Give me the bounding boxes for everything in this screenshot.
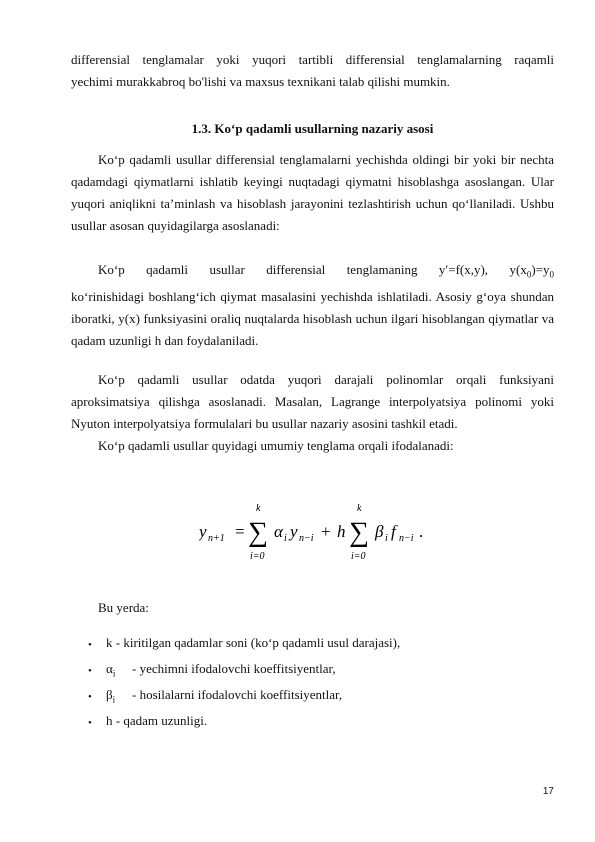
svg-text:α: α — [274, 522, 283, 541]
svg-text:.: . — [419, 522, 424, 541]
paragraph-4: Ko‘p qadamli usullar quyidagi umumiy tenglama orqali ifodalanadi: — [98, 438, 454, 453]
multistep-formula — [71, 501, 554, 571]
svg-text:β: β — [375, 522, 384, 541]
formula-svg — [199, 501, 439, 571]
list-item: • $\alpha_i$ - yechimni ifodalovchi koeffitsiyentlar, — [88, 661, 336, 679]
list-item: • k - kiritilgan qadamlar soni (ko‘p qadamli usul darajasi), — [88, 635, 401, 651]
section-title: 1.3. Ko‘p qadamli usullarning nazariy asosi — [191, 121, 434, 136]
svg-text:n+1: n+1 — [208, 533, 225, 544]
svg-text:n−i: n−i — [399, 533, 414, 544]
sum1-upper: k — [256, 503, 261, 514]
svg-text:y: y — [290, 522, 298, 541]
bullet-icon: • — [88, 639, 92, 651]
svg-text:+: + — [321, 522, 331, 541]
list-item: • $\beta_i$ - hosilalarni ifodalovchi koeffitsiyentlar, — [88, 687, 343, 705]
intro-line-2: yechimi murakkabroq bo'lishi va maxsus texnikani talab qilishi mumkin. — [71, 74, 450, 89]
bullet-icon: • — [88, 665, 92, 677]
intro-line-1: differensial tenglamalar yoki yuqori tartibli differensial tenglamalarning raqamli — [71, 52, 554, 67]
bullet-icon: • — [88, 717, 92, 729]
svg-text:=: = — [235, 522, 245, 541]
svg-text:i: i — [284, 533, 287, 544]
page-number: 17 — [542, 786, 554, 797]
list-item: • h - qadam uzunligi. — [88, 713, 208, 729]
sum1-sign: ∑ — [248, 517, 268, 548]
svg-text:i: i — [385, 533, 388, 544]
intro-paragraph — [71, 49, 554, 93]
svg-text:n−i: n−i — [299, 533, 314, 544]
svg-text:h: h — [337, 522, 346, 541]
definitions-list — [71, 636, 554, 740]
sum2-upper: k — [357, 503, 362, 514]
paragraph-3: Ko‘p qadamli usullar odatda yuqori darajali polinomlar orqali funksiyani aproksimatsiya qilishga asoslanadi. Masalan, Lagrange interpolyatsiya polinomi yoki Nyuton interpolyatsiya formulalari bu usullar nazariy asosini tashkil etadi. — [71, 372, 554, 431]
where-label-block — [71, 597, 554, 619]
svg-text:f: f — [391, 522, 396, 541]
where-label: Bu yerda: — [98, 600, 149, 615]
sum2-lower: i=0 — [351, 551, 366, 562]
svg-text:y: y — [199, 522, 207, 541]
sum1-lower: i=0 — [250, 551, 265, 562]
sum2-sign: ∑ — [349, 517, 369, 548]
bullet-icon: • — [88, 691, 92, 703]
paragraph-1: Ko‘p qadamli usullar differensial tenglamalarni yechishda oldingi bir yoki bir nechta qadamdagi qiymatlarni ishlatib keyingi nuqtadagi qiymatni hisoblashga asoslangan. Ular yuqori aniqlikni ta’minlash va hisoblash jarayonini tezlashtirish uchun qo‘llaniladi. Ushbu usullar asosan quyidagilarga asoslanadi: — [71, 152, 554, 233]
paragraph-2: Ko‘p qadamli usullar differensial tenglamaning y′=f(x,y), $y(x_0)=y_0$ ko‘rinishidagi boshlang‘ich qiymat masalasini yechishda ishlatiladi. Asosiy g‘oya shundan iboratki, y(x) funksiyasini oraliq nuqtalarda hisoblash uchun ilgari hisoblangan qiymatlar va qadam uzunligi h dan foydalaniladi. — [71, 262, 554, 348]
